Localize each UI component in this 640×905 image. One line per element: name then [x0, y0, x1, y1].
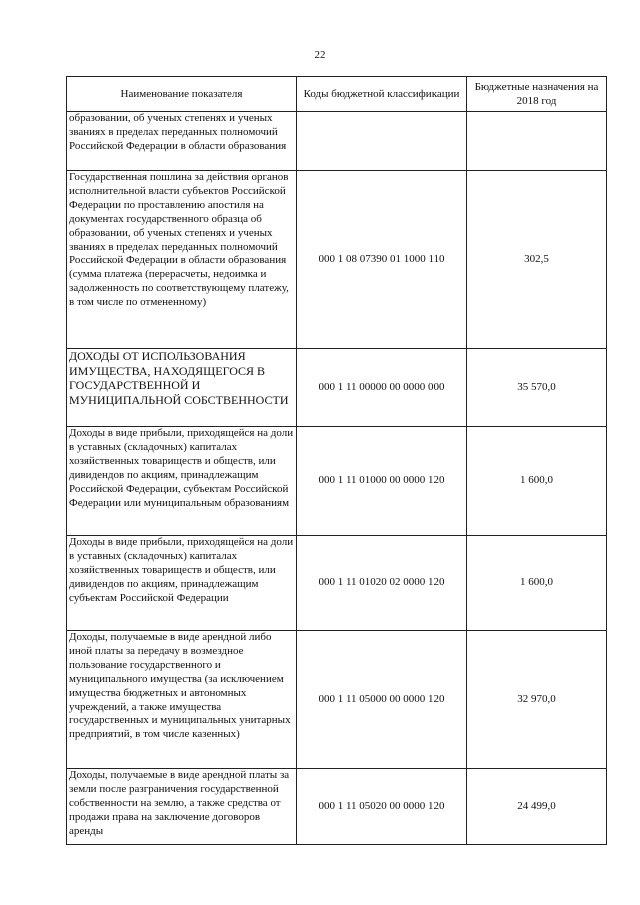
- table-row: [67, 349, 607, 427]
- header-indicator-name: Наименование показателя: [67, 77, 297, 112]
- row-indicator-name: Доходы, получаемые в виде арендной либо иной платы за передачу в возмездное пользование государственного и муниципального имущества (за исключением имущества бюджетных и автономных учреждений, а также имущества государственных и муниципальных унитарных предприятий, в том числе казенных): [67, 631, 297, 769]
- page-number: 22: [314, 49, 326, 61]
- row-budget-code: 000 1 11 05000 00 0000 120: [297, 631, 467, 769]
- row-budget-code: 000 1 08 07390 01 1000 110: [297, 171, 467, 349]
- row-budget-code: 000 1 11 01000 00 0000 120: [297, 427, 467, 536]
- row-indicator-name: ДОХОДЫ ОТ ИСПОЛЬЗОВАНИЯ ИМУЩЕСТВА, НАХОДЯЩЕГОСЯ В ГОСУДАРСТВЕННОЙ И МУНИЦИПАЛЬНОЙ СОБСТВЕННОСТИ: [67, 349, 297, 427]
- table-row: [67, 536, 607, 631]
- row-budget-code: [297, 112, 467, 171]
- table-row: [67, 427, 607, 536]
- budget-table: [66, 76, 607, 845]
- row-budget-amount: 1 600,0: [467, 427, 607, 536]
- header-budget-codes: Коды бюджетной классификации: [297, 77, 467, 112]
- header-budget-amount: Бюджетные назначения на 2018 год: [467, 77, 607, 112]
- table-row: [67, 112, 607, 171]
- row-indicator-name: образовании, об ученых степенях и ученых званиях в пределах переданных полномочий Российской Федерации в области образования: [67, 112, 297, 171]
- row-budget-amount: 24 499,0: [467, 769, 607, 845]
- row-budget-amount: 32 970,0: [467, 631, 607, 769]
- row-indicator-name: Доходы в виде прибыли, приходящейся на доли в уставных (складочных) капиталах хозяйственных товариществ и обществ, или дивидендов по акциям, принадлежащим субъектам Российской Федерации: [67, 536, 297, 631]
- row-indicator-name: Государственная пошлина за действия органов исполнительной власти субъектов Российской Федерации по проставлению апостиля на документах государственного образца об образовании, об ученых степенях и ученых званиях в пределах переданных полномочий Российской Федерации в области образования (сумма платежа (перерасчеты, недоимка и задолженность по соответствующему платежу, в том числе по отмененному): [67, 171, 297, 349]
- row-indicator-name: Доходы, получаемые в виде арендной платы за земли после разграничения государственной собственности на землю, а также средства от продажи права на заключение договоров аренды: [67, 769, 297, 845]
- row-budget-amount: [467, 112, 607, 171]
- table-row: [67, 631, 607, 769]
- row-budget-code: 000 1 11 01020 02 0000 120: [297, 536, 467, 631]
- row-budget-code: 000 1 11 05020 00 0000 120: [297, 769, 467, 845]
- table-row: [67, 769, 607, 845]
- row-indicator-name: Доходы в виде прибыли, приходящейся на доли в уставных (складочных) капиталах хозяйственных товариществ и обществ, или дивидендов по акциям, принадлежащим Российской Федерации, субъектам Российской Федерации или муниципальным образованиям: [67, 427, 297, 536]
- table-row: [67, 171, 607, 349]
- row-budget-code: 000 1 11 00000 00 0000 000: [297, 349, 467, 427]
- row-budget-amount: 1 600,0: [467, 536, 607, 631]
- table-header-row: [67, 77, 607, 112]
- row-budget-amount: 302,5: [467, 171, 607, 349]
- row-budget-amount: 35 570,0: [467, 349, 607, 427]
